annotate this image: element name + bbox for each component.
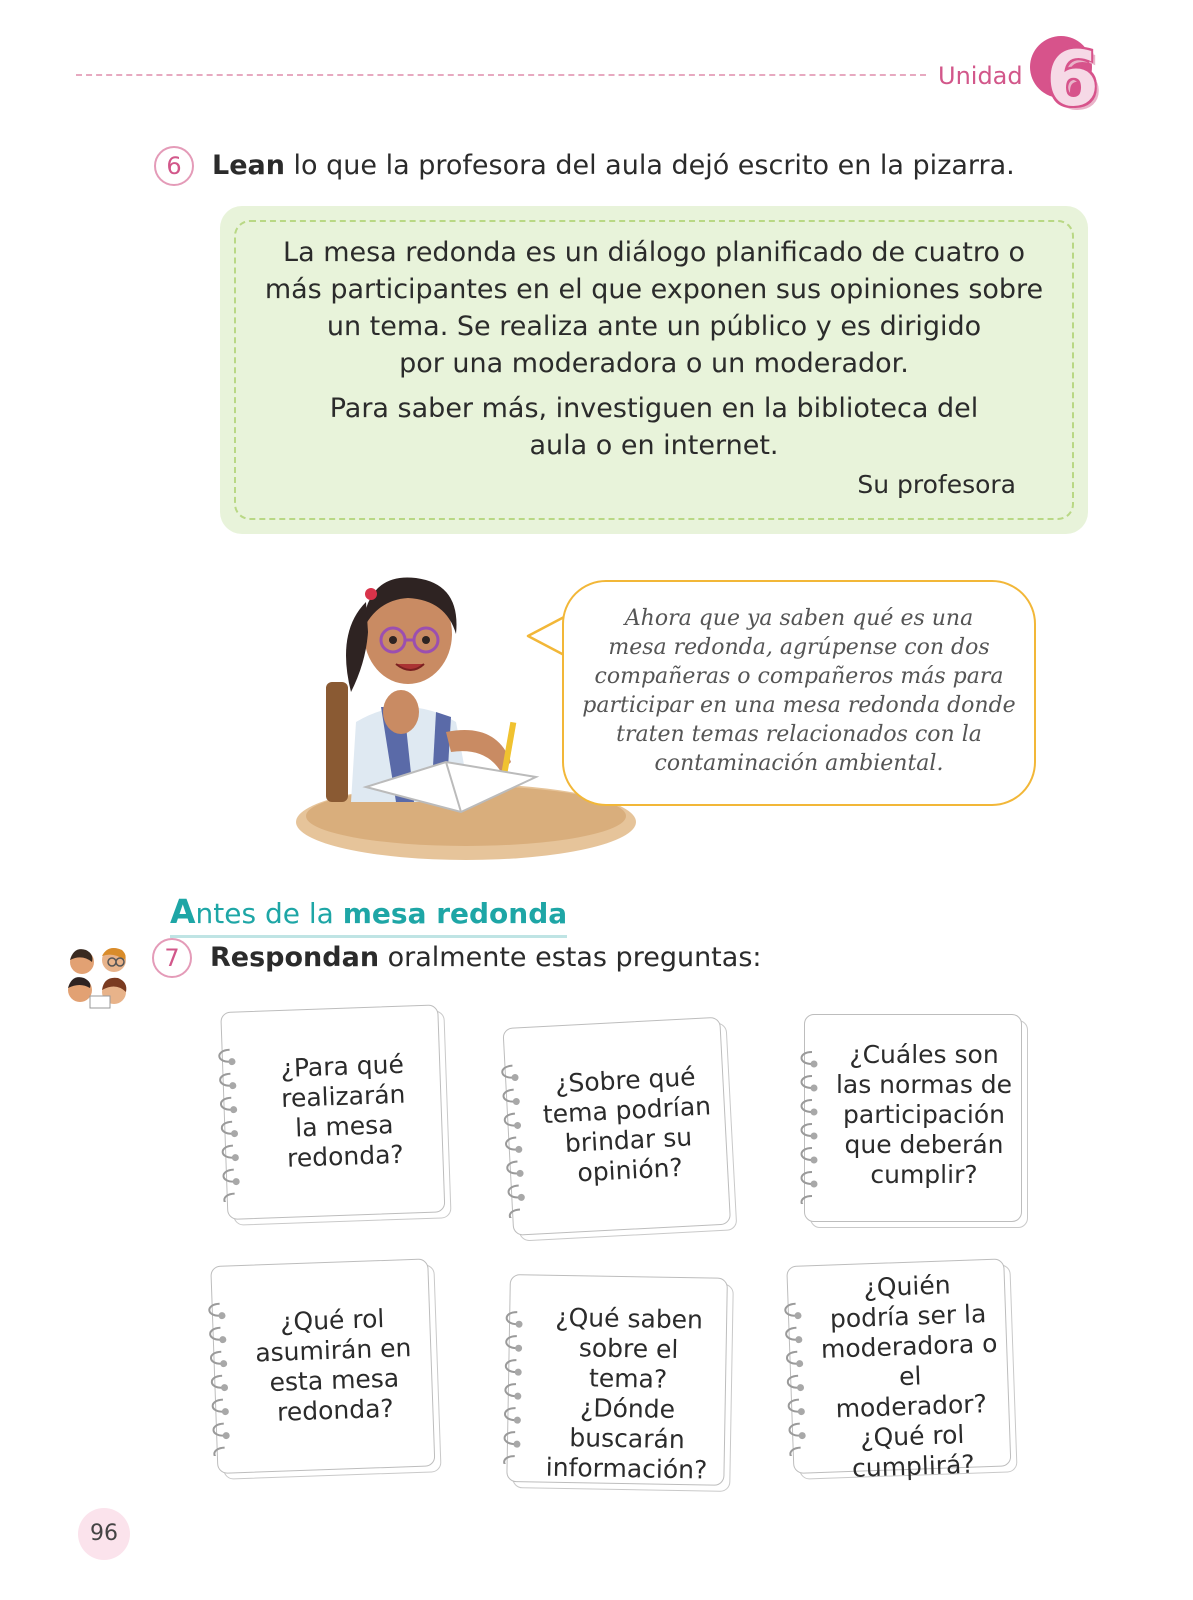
spiral-ring (802, 1076, 813, 1088)
question-card (220, 1004, 455, 1230)
spiral-ring (503, 1090, 514, 1103)
spiral-hole (229, 1082, 236, 1089)
spiral-hole (796, 1360, 803, 1367)
card-question (817, 1269, 1004, 1485)
spiral-ring (210, 1328, 221, 1340)
spiral-hole (221, 1384, 228, 1391)
spiral-ring (802, 1172, 813, 1184)
group-work-icon (64, 944, 134, 1010)
spiral-ring (504, 1456, 515, 1464)
spiral-hole (514, 1393, 521, 1400)
section-title-word: de la (256, 897, 343, 930)
instruction-verb: Lean (212, 150, 285, 181)
instruction-text: oralmente estas preguntas: (379, 942, 762, 973)
spiral-ring (802, 1124, 813, 1136)
speech-bubble-text (582, 604, 1016, 778)
spiral-hole (811, 1085, 818, 1092)
activity-number-7: 7 (152, 938, 192, 978)
card-line: asumirán en (254, 1333, 412, 1368)
question-card (210, 1258, 445, 1484)
question-card (506, 1274, 738, 1496)
page-number: 96 (78, 1508, 130, 1560)
spiral-ring (505, 1408, 516, 1420)
spiral-hole (232, 1154, 239, 1161)
activity-7-instruction (210, 942, 761, 973)
spiral-rings-icon (777, 1295, 813, 1456)
spiral-hole (230, 1106, 237, 1113)
section-title-word: ntes (195, 897, 257, 930)
spiral-ring (790, 1448, 801, 1457)
card-line: tema podrían (542, 1091, 712, 1130)
card-line: ¿Qué rol (859, 1419, 965, 1453)
board-line: por una moderadora o un moderador. (399, 348, 909, 379)
card-line: moderadora o (820, 1328, 998, 1364)
card-line: redonda? (276, 1393, 395, 1427)
spiral-ring (506, 1336, 517, 1348)
card-line: realizarán (280, 1079, 406, 1113)
spiral-hole (220, 1360, 227, 1367)
card-line: ¿Quién (863, 1270, 952, 1303)
section-title-initial: A (170, 892, 196, 931)
card-line: ¿Qué rol (279, 1304, 385, 1337)
card-line: cumplir? (870, 1160, 978, 1189)
card-line: ¿Dónde (579, 1393, 676, 1424)
spiral-ring (508, 1185, 519, 1198)
spiral-rings-icon (497, 1304, 530, 1464)
spiral-ring (222, 1122, 233, 1134)
card-line: sobre el tema? (578, 1333, 679, 1394)
card-line: buscarán (569, 1423, 685, 1455)
spiral-hole (797, 1384, 804, 1391)
header-divider (76, 74, 926, 76)
spiral-ring (802, 1148, 813, 1160)
board-paragraph-2 (220, 390, 1088, 464)
spiral-hole (219, 1336, 226, 1343)
spiral-hole (228, 1058, 235, 1065)
activity-number-6: 6 (154, 146, 194, 186)
spiral-hole (798, 1408, 805, 1415)
card-line: que deberán (844, 1130, 1004, 1159)
bubble-line: traten temas relacionados con la (616, 722, 982, 747)
board-paragraph-1 (220, 234, 1088, 382)
spiral-hole (811, 1109, 818, 1116)
spiral-hole (515, 1369, 522, 1376)
spiral-ring (509, 1209, 520, 1218)
board-line: Para saber más, investiguen en la biblioteca del (329, 393, 979, 424)
card-line: esta mesa (269, 1363, 400, 1398)
spiral-hole (514, 1122, 521, 1129)
spiral-hole (811, 1133, 818, 1140)
spiral-ring (219, 1050, 230, 1062)
section-title-highlight: mesa redonda (342, 897, 568, 930)
bubble-line: participar en una mesa redonda donde (582, 693, 1016, 718)
spiral-hole (222, 1408, 229, 1415)
question-card (502, 1016, 741, 1246)
board-line: aula o en internet. (529, 430, 779, 461)
card-question (252, 1049, 436, 1175)
question-card (804, 1014, 1032, 1232)
spiral-ring (802, 1196, 813, 1204)
spiral-ring (209, 1304, 220, 1316)
card-line: opinión? (576, 1152, 684, 1188)
instruction-text: lo que la profesora del aula dejó escrito en la pizarra. (284, 150, 1015, 181)
card-line: cumplirá? (851, 1449, 976, 1483)
spiral-ring (212, 1376, 223, 1388)
spiral-ring (789, 1424, 800, 1436)
spiral-ring (507, 1162, 518, 1175)
spiral-rings-icon (201, 1295, 237, 1456)
spiral-ring (504, 1432, 515, 1444)
card-line: las normas de (835, 1070, 1013, 1099)
section-title (170, 892, 567, 938)
spiral-ring (506, 1360, 517, 1372)
spiral-hole (811, 1061, 818, 1068)
spiral-ring (785, 1304, 796, 1316)
card-line: el moderador? (835, 1361, 988, 1424)
spiral-hole (513, 1098, 520, 1105)
card-line: ¿Sobre qué (554, 1062, 697, 1099)
spiral-ring (211, 1352, 222, 1364)
teacher-board (220, 206, 1088, 534)
spiral-hole (231, 1130, 238, 1137)
spiral-rings-icon (211, 1041, 247, 1202)
spiral-ring (212, 1400, 223, 1412)
spiral-ring (786, 1328, 797, 1340)
spiral-ring (788, 1376, 799, 1388)
unit-label: Unidad (938, 62, 1023, 90)
board-line: un tema. Se realiza ante un público y es dirigido (326, 311, 982, 342)
card-question (242, 1303, 426, 1429)
card-question (535, 1061, 721, 1190)
activity-6-instruction (212, 150, 1015, 181)
spiral-hole (223, 1432, 230, 1439)
card-line: información? (545, 1452, 708, 1485)
bubble-line: compañeras o compañeros más para (594, 664, 1004, 689)
spiral-hole (513, 1441, 520, 1448)
spiral-ring (802, 1052, 813, 1064)
spiral-ring (505, 1384, 516, 1396)
spiral-ring (221, 1098, 232, 1110)
card-line: brindar su (564, 1122, 693, 1158)
card-question (536, 1303, 719, 1486)
spiral-rings-icon (794, 1044, 824, 1204)
spiral-ring (507, 1312, 518, 1324)
spiral-ring (222, 1146, 233, 1158)
question-card (786, 1258, 1021, 1484)
spiral-hole (799, 1432, 806, 1439)
card-line: la mesa (294, 1110, 394, 1143)
bubble-line: Ahora que ya saben qué es una (624, 606, 974, 631)
spiral-ring (802, 1100, 813, 1112)
spiral-ring (213, 1424, 224, 1436)
spiral-hole (218, 1312, 225, 1319)
instruction-verb: Respondan (210, 942, 380, 973)
card-line: ¿Cuáles son (849, 1040, 999, 1069)
spiral-hole (514, 1417, 521, 1424)
card-line: podría ser la (829, 1299, 987, 1334)
spiral-ring (504, 1114, 515, 1127)
spiral-hole (811, 1157, 818, 1164)
spiral-hole (811, 1181, 818, 1188)
card-line: participación (843, 1100, 1005, 1129)
spiral-hole (515, 1321, 522, 1328)
spiral-hole (233, 1178, 240, 1185)
bubble-line: mesa redonda, agrúpense con dos (608, 635, 990, 660)
card-line: redonda? (286, 1139, 405, 1173)
spiral-hole (516, 1170, 523, 1177)
spiral-ring (506, 1138, 517, 1151)
spiral-ring (223, 1170, 234, 1182)
card-question (834, 1040, 1014, 1190)
spiral-ring (787, 1352, 798, 1364)
spiral-hole (794, 1312, 801, 1319)
card-line: ¿Qué saben (555, 1302, 704, 1335)
spiral-hole (795, 1336, 802, 1343)
card-line: ¿Para qué (280, 1049, 405, 1083)
spiral-hole (511, 1074, 518, 1081)
bubble-line: contaminación ambiental. (654, 751, 944, 776)
spiral-ring (788, 1400, 799, 1412)
unit-number: 6 (1046, 34, 1099, 123)
spiral-hole (515, 1345, 522, 1352)
spiral-hole (515, 1146, 522, 1153)
board-signature: Su profesora (857, 470, 1016, 499)
spiral-ring (220, 1074, 231, 1086)
spiral-hole (518, 1194, 525, 1201)
spiral-ring (214, 1448, 225, 1457)
board-line: más participantes en el que exponen sus opiniones sobre (264, 274, 1044, 305)
spiral-ring (224, 1194, 235, 1203)
spiral-ring (502, 1066, 513, 1079)
board-line: La mesa redonda es un diálogo planificado de cuatro o (283, 237, 1025, 268)
